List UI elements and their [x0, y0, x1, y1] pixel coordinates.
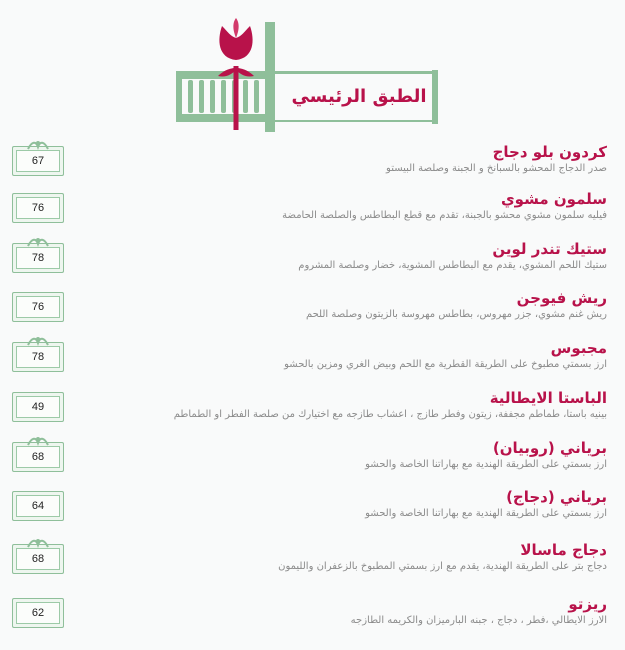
item-price: 76 — [31, 301, 45, 313]
item-price: 68 — [31, 451, 45, 463]
item-name: برياني (روبيان) — [492, 439, 607, 457]
item-price: 62 — [31, 607, 45, 619]
menu-item — [0, 289, 625, 342]
item-description: صدر الدجاج المحشو بالسبانخ و الجبنة وصلصة البيستو — [386, 163, 607, 174]
menu-item — [0, 240, 625, 293]
section-header — [0, 0, 625, 140]
item-name: سلمون مشوي — [500, 190, 607, 208]
item-price: 49 — [31, 401, 45, 413]
menu-item — [0, 190, 625, 243]
item-description: ارز بسمتي على الطريقة الهندية مع بهاراتنا الخاصة والحشو — [365, 459, 607, 470]
item-description: دجاج بتر على الطريقة الهندية، يقدم مع ارز بسمتي المطبوخ بالزعفران والليمون — [278, 561, 607, 572]
item-name: كردون بلو دجاج — [492, 143, 607, 161]
item-price: 78 — [31, 252, 45, 264]
section-title: الطبق الرئيسي — [291, 86, 427, 107]
item-description: ريش غنم مشوي، جزر مهروس، بطاطس مهروسة بالزيتون وصلصة اللحم — [305, 309, 607, 320]
item-price: 64 — [31, 500, 45, 512]
item-price: 76 — [31, 202, 45, 214]
item-name: الباستا الايطالية — [489, 389, 607, 407]
item-price: 78 — [31, 351, 45, 363]
menu-item — [0, 339, 625, 392]
item-description: الارز الايطالي ،فطر ، دجاج ، جبنه البارميزان والكريمه الطازجه — [350, 615, 607, 626]
item-description: ستيك اللحم المشوي، يقدم مع البطاطس المشوية، خضار وصلصة المشروم — [298, 260, 607, 271]
tulip-icon — [218, 18, 254, 130]
menu-item — [0, 389, 625, 442]
baluster-posts — [188, 80, 259, 113]
tulip-fork-ornament — [0, 0, 625, 140]
item-name: ريزتو — [568, 595, 607, 613]
item-price: 67 — [31, 155, 45, 167]
item-name: ستيك تندر لوين — [492, 240, 607, 258]
item-description: فيليه سلمون مشوي محشو بالجبنة، تقدم مع قطع البطاطس والصلصة الحامضة — [282, 210, 607, 221]
item-name: برياني (دجاج) — [506, 488, 607, 506]
menu-item — [0, 488, 625, 541]
item-description: ارز بسمتي مطبوخ على الطريقة القطرية مع اللحم وبيض الغري ومزين بالحشو — [284, 359, 607, 370]
menu-item — [0, 439, 625, 492]
item-name: دجاج ماسالا — [520, 541, 607, 559]
item-price: 68 — [31, 553, 45, 565]
menu-item — [0, 541, 625, 594]
item-description: ارز بسمتي على الطريقة الهندية مع بهاراتنا الخاصة والحشو — [365, 508, 607, 519]
menu-item — [0, 595, 625, 648]
item-name: مجبوس — [550, 339, 607, 357]
item-name: ريش فيوجن — [516, 289, 607, 307]
item-description: بينيه باستا، طماطم مجففة، زيتون وفطر طازج ، اعشاب طازجه مع اختيارك من صلصة الفطر او الطماطم — [173, 409, 607, 420]
